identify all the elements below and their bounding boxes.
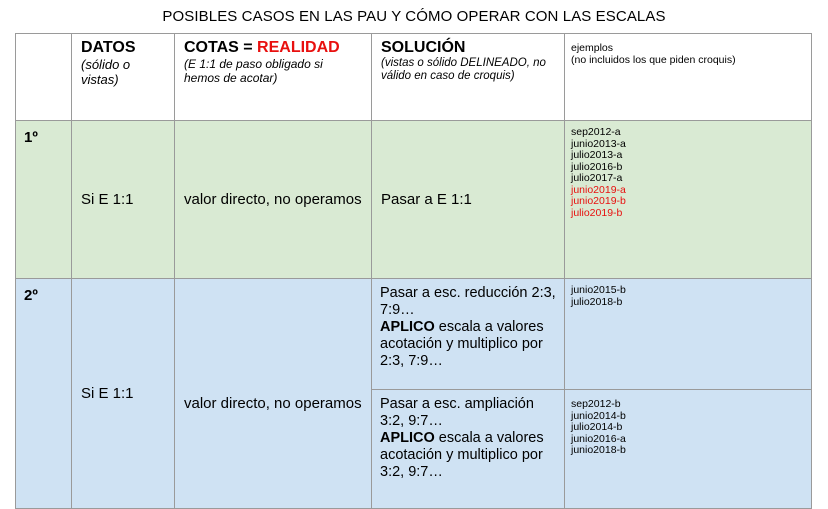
page-title: POSIBLES CASOS EN LAS PAU Y CÓMO OPERAR CON LAS ESCALAS xyxy=(162,8,666,25)
header-datos-label: DATOS xyxy=(81,39,136,56)
example-item: sep2012-a xyxy=(571,126,621,138)
datos-cell: Si E 1:1 xyxy=(72,121,175,279)
header-solucion xyxy=(372,34,565,121)
solucion-cell xyxy=(372,279,565,390)
header-ejemplos-sub: (no incluidos los que piden croquis) xyxy=(571,54,736,66)
examples-cell xyxy=(565,121,812,279)
solucion-cell: Pasar a E 1:1 xyxy=(372,121,565,279)
header-cotas-label xyxy=(184,39,362,57)
solucion-bold: APLICO xyxy=(380,319,435,335)
header-datos xyxy=(72,34,175,121)
example-item: sep2012-b xyxy=(571,398,621,410)
table-row xyxy=(16,121,812,279)
example-item: julio2016-b xyxy=(571,160,623,173)
header-cotas-highlight: REALIDAD xyxy=(257,39,340,56)
header-cotas-sub: (E 1:1 de paso obligado si hemos de acotar) xyxy=(184,57,323,85)
example-item: julio2014-b xyxy=(571,421,623,433)
header-cotas-prefix: COTAS = xyxy=(184,39,258,56)
example-item-highlighted: junio2019-a xyxy=(571,183,626,196)
solucion-rest: escala a valores acotación y multiplico por 3:2, 9:7… xyxy=(380,430,544,480)
header-ejemplos-label: ejemplos xyxy=(571,42,614,54)
solucion-line: Pasar a esc. reducción 2:3, 7:9… xyxy=(380,285,556,318)
example-item: julio2017-a xyxy=(571,172,623,184)
cotas-cell: valor directo, no operamos xyxy=(175,279,372,509)
solucion-rest: escala a valores acotación y multiplico por 2:3, 7:9… xyxy=(380,319,544,369)
header-solucion-sub: (vistas o sólido DELINEADO, no válido en caso de croquis) xyxy=(381,57,546,82)
example-item: junio2013-a xyxy=(571,137,626,150)
examples-cell xyxy=(565,279,812,390)
solucion-bold: APLICO xyxy=(380,430,435,446)
datos-cell: Si E 1:1 xyxy=(72,279,175,509)
example-item: junio2016-a xyxy=(571,432,626,445)
header-datos-sub: (sólido o vistas) xyxy=(81,57,131,87)
header-ejemplos xyxy=(565,34,812,121)
header-row xyxy=(16,34,812,121)
example-item: julio2018-b xyxy=(571,295,623,308)
examples-cell xyxy=(565,390,812,509)
example-item-highlighted: julio2019-b xyxy=(571,206,623,219)
header-empty-cell xyxy=(16,34,72,121)
example-item: junio2015-b xyxy=(571,284,626,296)
table-row xyxy=(16,279,812,390)
row-number: 2º xyxy=(16,279,72,509)
solucion-cell xyxy=(372,390,565,509)
example-item: junio2014-b xyxy=(571,409,626,422)
header-solucion-label: SOLUCIÓN xyxy=(381,39,466,56)
example-item: junio2018-b xyxy=(571,444,626,456)
example-item-highlighted: junio2019-b xyxy=(571,195,626,207)
cotas-cell: valor directo, no operamos xyxy=(175,121,372,279)
row-number: 1º xyxy=(16,121,72,279)
header-cotas xyxy=(175,34,372,121)
example-item: julio2013-a xyxy=(571,149,623,161)
solucion-line: Pasar a esc. ampliación 3:2, 9:7… xyxy=(380,396,534,429)
scales-table xyxy=(15,33,812,509)
